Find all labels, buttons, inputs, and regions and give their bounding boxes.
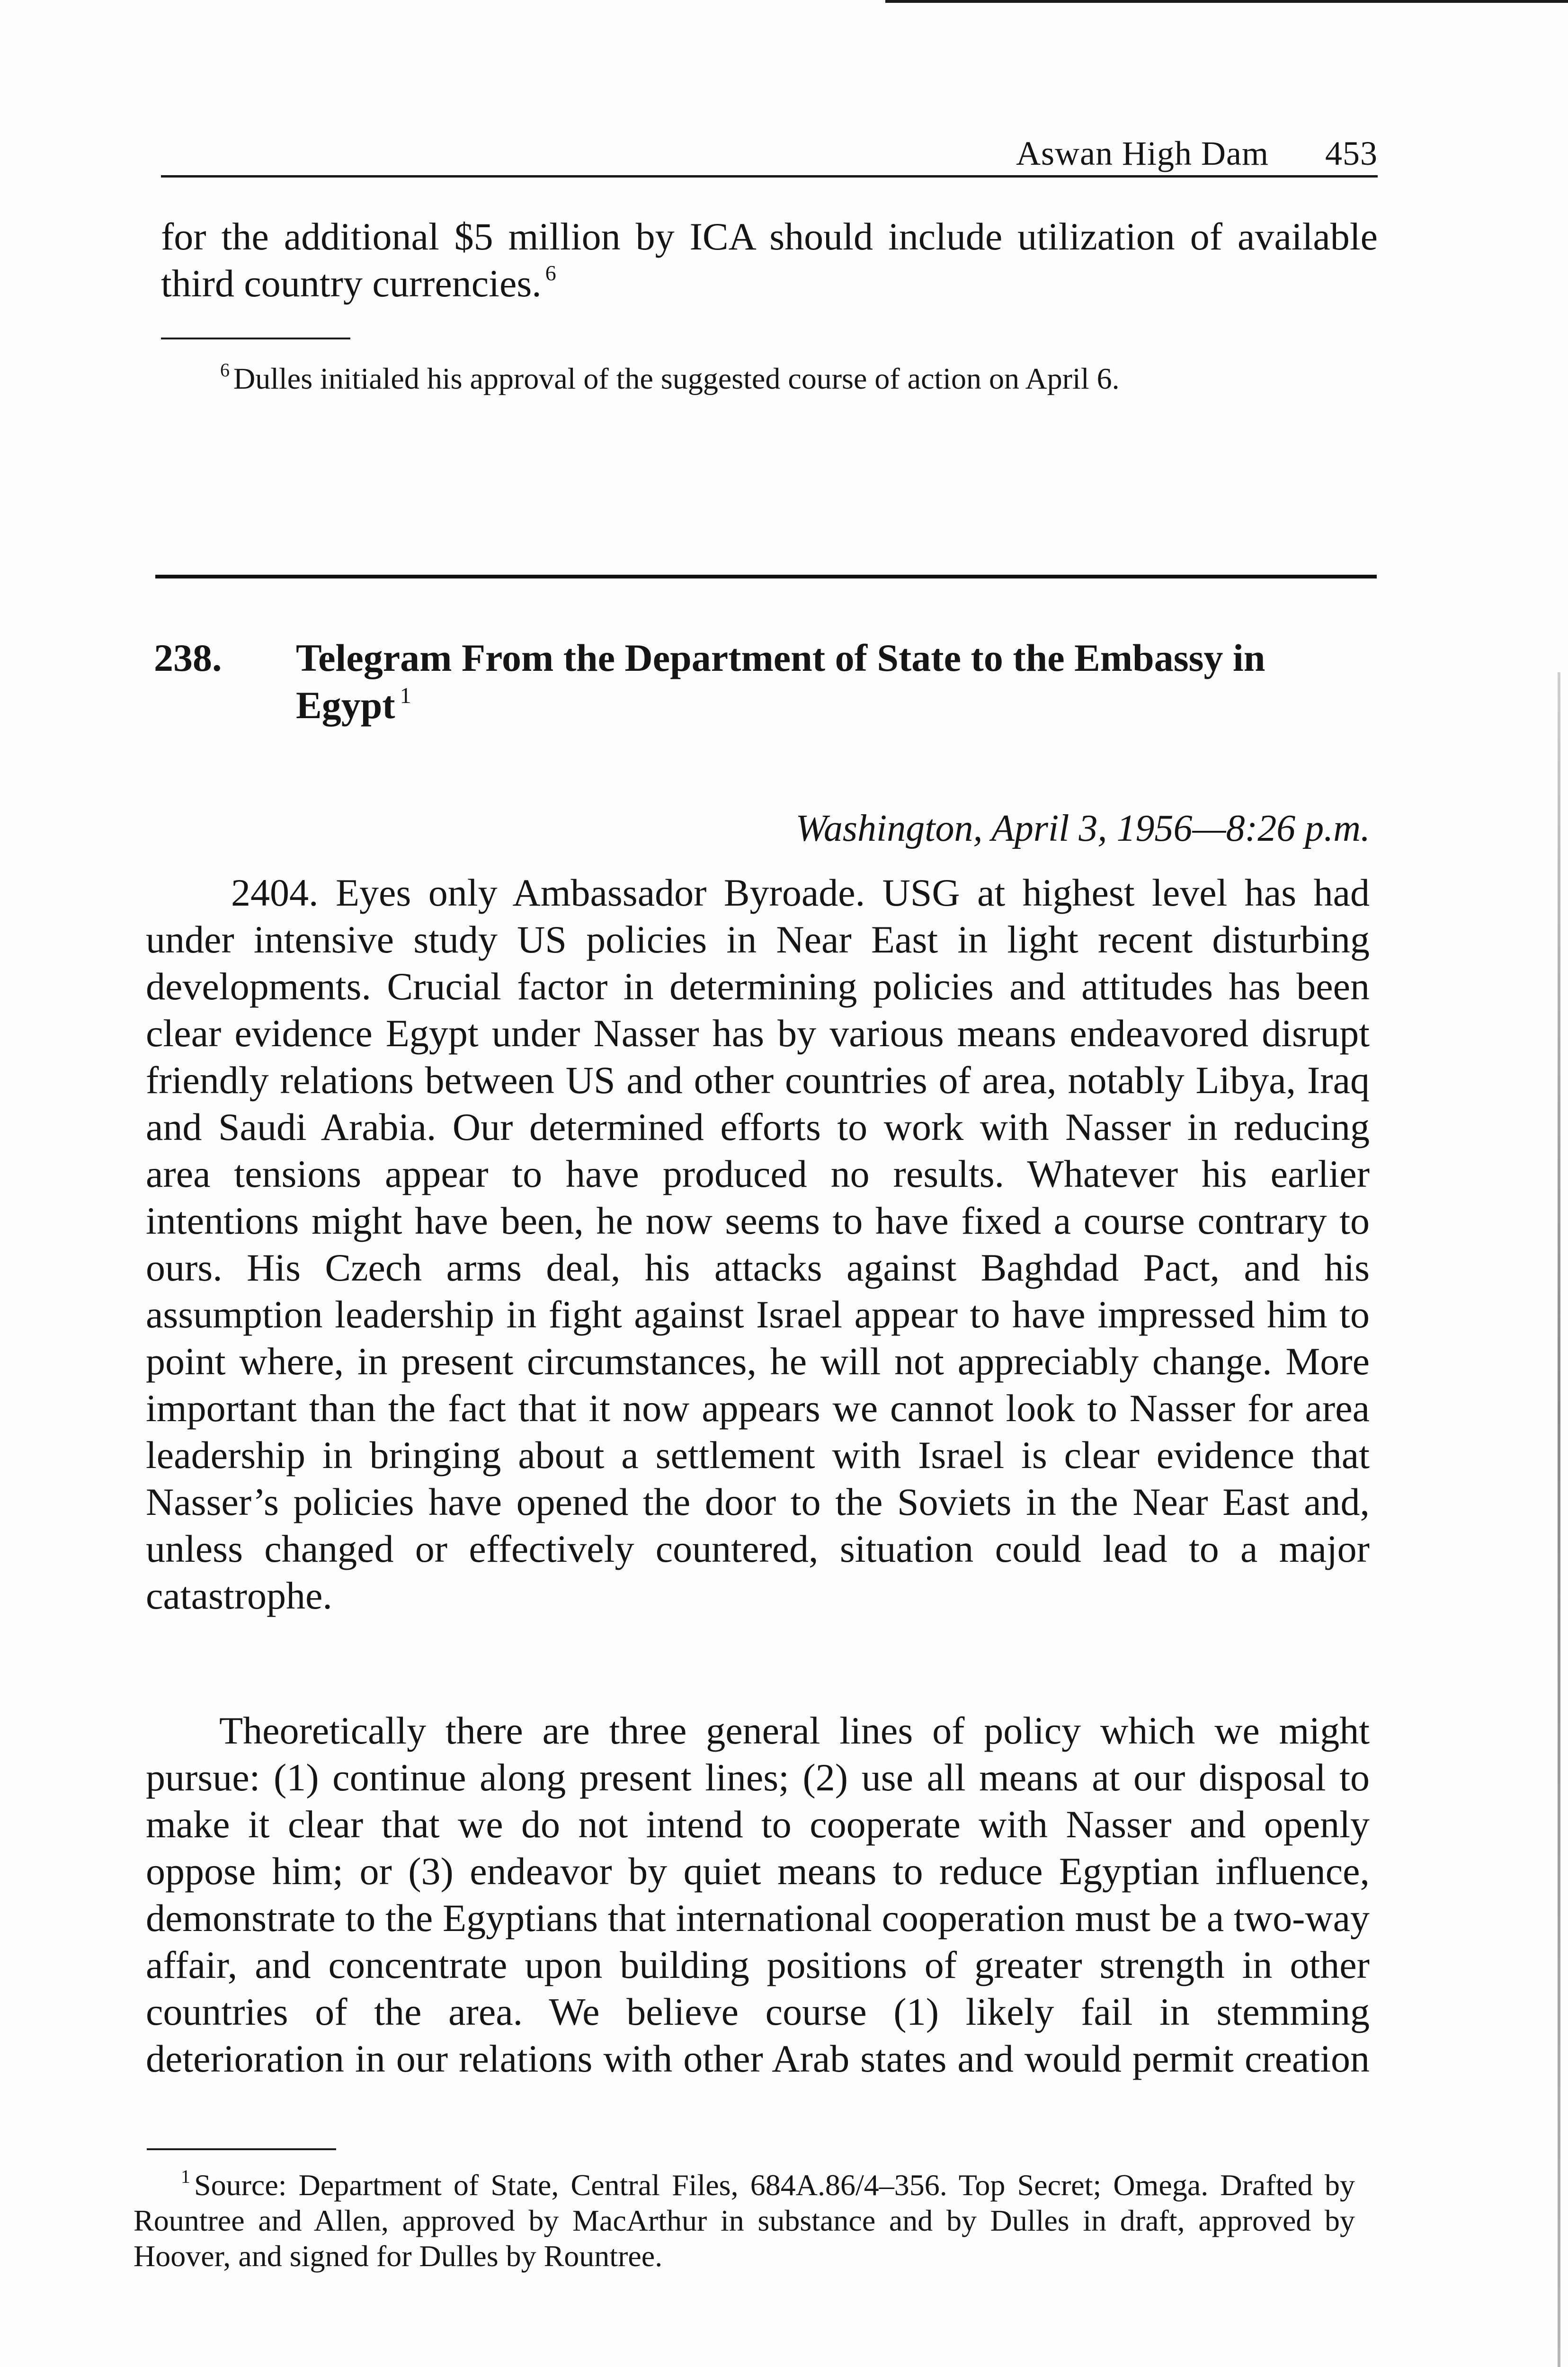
section-divider <box>155 575 1377 578</box>
paragraph-text: Theoretically there are three general lines of policy which we might pursue: (1) continue along present lines; (2) use all means at our disposal to make it clear that we do not intend to cooperate with Nasser and openly oppose him; or (3) endeavor by quiet means to reduce Egyptian influence, demonstrate to the Egyptians that international cooperation must be a two-way affair, and concentrate upon building positions of greater strength in other countries of the area. We believe course (1) likely fail in stemming deterioration in our relations with other Arab states and would permit creation <box>146 1709 1370 2080</box>
scan-edge-top <box>885 0 1568 3</box>
footnote-6 <box>220 360 1120 398</box>
document-number: 238. <box>154 636 222 679</box>
footnote-1-marker: 1 <box>181 2166 190 2187</box>
body-paragraph-1 <box>146 869 1370 1619</box>
footnote-6-text: Dulles initialed his approval of the suggested course of action on April 6. <box>233 362 1120 395</box>
footnote-1-body <box>134 2167 1355 2274</box>
title-note-ref: 1 <box>400 683 411 708</box>
footnote-6-marker: 6 <box>220 359 230 381</box>
carryover-paragraph <box>161 213 1378 307</box>
running-head <box>161 128 1378 178</box>
scan-edge-right <box>1558 672 1560 2367</box>
footnote-separator <box>147 2148 336 2150</box>
footnote-ref-6: 6 <box>545 261 556 285</box>
paragraph-text: 2404. Eyes only Ambassador Byroade. USG at highest level has had under intensive study US policies in Near East in light recent disturbing developments. Crucial factor in determining policies and attitudes has been clear evidence Egypt under Nasser has by various means endeavored disrupt friendly relations between US and other countries of area, notably Libya, Iraq and Saudi Arabia. Our determined efforts to work with Nasser in reducing area tensions appear to have produced no results. Whatever his earlier intentions might have been, he now seems to have fixed a course contrary to ours. His Czech arms deal, his attacks against Baghdad Pact, and his assumption leadership in fight against Israel appear to have impressed him to point where, in present circumstances, he will not appreciably change. More important than the fact that it now appears we cannot look to Nasser for area leadership in bringing about a settlement with Israel is clear evidence that Nasser’s policies have opened the door to the Soviets in the Near East and, unless changed or effectively countered, situation could lead to a major catastrophe. <box>146 871 1370 1617</box>
running-head-title: Aswan High Dam <box>1016 134 1269 172</box>
page-number: 453 <box>1325 134 1378 172</box>
document-title-text: Telegram From the Department of State to the Embassy in Egypt <box>296 636 1265 727</box>
footnote-1 <box>134 2167 1355 2274</box>
body-paragraph-2 <box>146 1707 1370 2082</box>
dateline: Washington, April 3, 1956—8:26 p.m. <box>795 808 1370 849</box>
document-title <box>296 634 1375 729</box>
footnote-separator <box>161 338 350 339</box>
footnote-1-text: Source: Department of State, Central Files, 684A.86/4–356. Top Secret; Omega. Drafted by Rountree and Allen, approved by MacArthur in substance and by Dulles in draft, approved by Hoover, and signed for Dulles by Rountree. <box>134 2168 1355 2273</box>
carryover-text: for the additional $5 million by ICA should include utilization of available third country currencies. <box>161 215 1378 305</box>
